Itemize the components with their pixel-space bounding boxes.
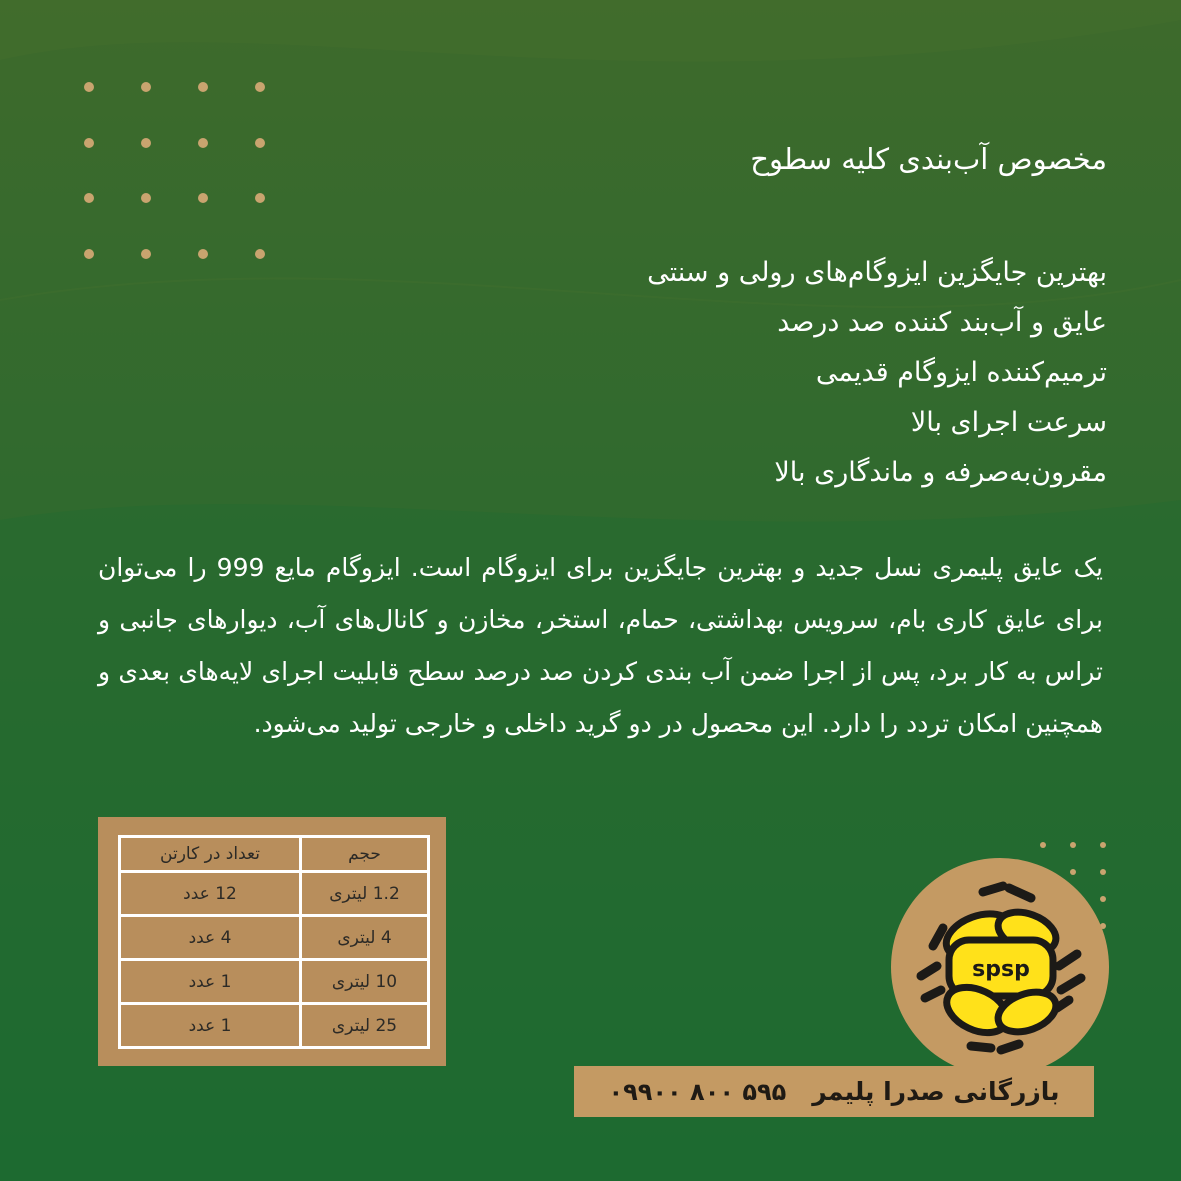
column-header-count: تعداد در کارتن (120, 837, 301, 872)
table-cell-count: 1 عدد (120, 1004, 301, 1048)
spsp-logo-icon (891, 858, 1109, 1076)
table-cell-count: 1 عدد (120, 960, 301, 1004)
subtitle: مخصوص آب‌بندی کلیه سطوح (750, 142, 1107, 176)
table-cell-volume: 10 لیتری (301, 960, 429, 1004)
feature-list (647, 248, 1107, 498)
contact-bar (574, 1066, 1094, 1117)
table-row (120, 916, 429, 960)
feature-item: مقرون‌به‌صرفه و ماندگاری بالا (774, 457, 1107, 488)
feature-item: عایق و آب‌بند کننده صد درصد (777, 307, 1107, 338)
table-cell-volume: 25 لیتری (301, 1004, 429, 1048)
packaging-table (118, 835, 430, 1049)
logo-text: spsp (972, 957, 1030, 982)
decorative-dot-grid (80, 78, 280, 268)
table-cell-volume: 1.2 لیتری (301, 872, 429, 916)
table-header-row (120, 837, 429, 872)
table-cell-count: 12 عدد (120, 872, 301, 916)
feature-item: سرعت اجرای بالا (910, 407, 1107, 438)
table-row (120, 960, 429, 1004)
contact-phone: ۰۹۹۰۰ ۸۰۰ ۵۹۵ (608, 1077, 787, 1106)
column-header-volume: حجم (301, 837, 429, 872)
table-cell-volume: 4 لیتری (301, 916, 429, 960)
table-row (120, 1004, 429, 1048)
product-description: یک عایق پلیمری نسل جدید و بهترین جایگزین برای ایزوگام است. ایزوگام مایع 999 را می‌توان برای عایق کاری بام، سرویس بهداشتی، حمام، استخر، مخازن و کانال‌های آب، دیوارهای جانبی و تراس به کار برد، پس از اجرا ضمن آب بندی کردن صد درصد سطح قابلیت اجرای لایه‌های بعدی و همچنین امکان تردد را دارد. این محصول در دو گرید داخلی و خارجی تولید می‌شود. (98, 553, 1103, 738)
table-row (120, 872, 429, 916)
spsp-logo (891, 858, 1109, 1076)
feature-item: ترمیم‌کننده ایزوگام قدیمی (815, 357, 1107, 388)
company-name: بازرگانی صدرا پلیمر (812, 1077, 1060, 1106)
packaging-table-card (98, 817, 446, 1066)
feature-item: بهترین جایگزین ایزوگام‌های رولی و سنتی (647, 257, 1107, 288)
table-cell-count: 4 عدد (120, 916, 301, 960)
